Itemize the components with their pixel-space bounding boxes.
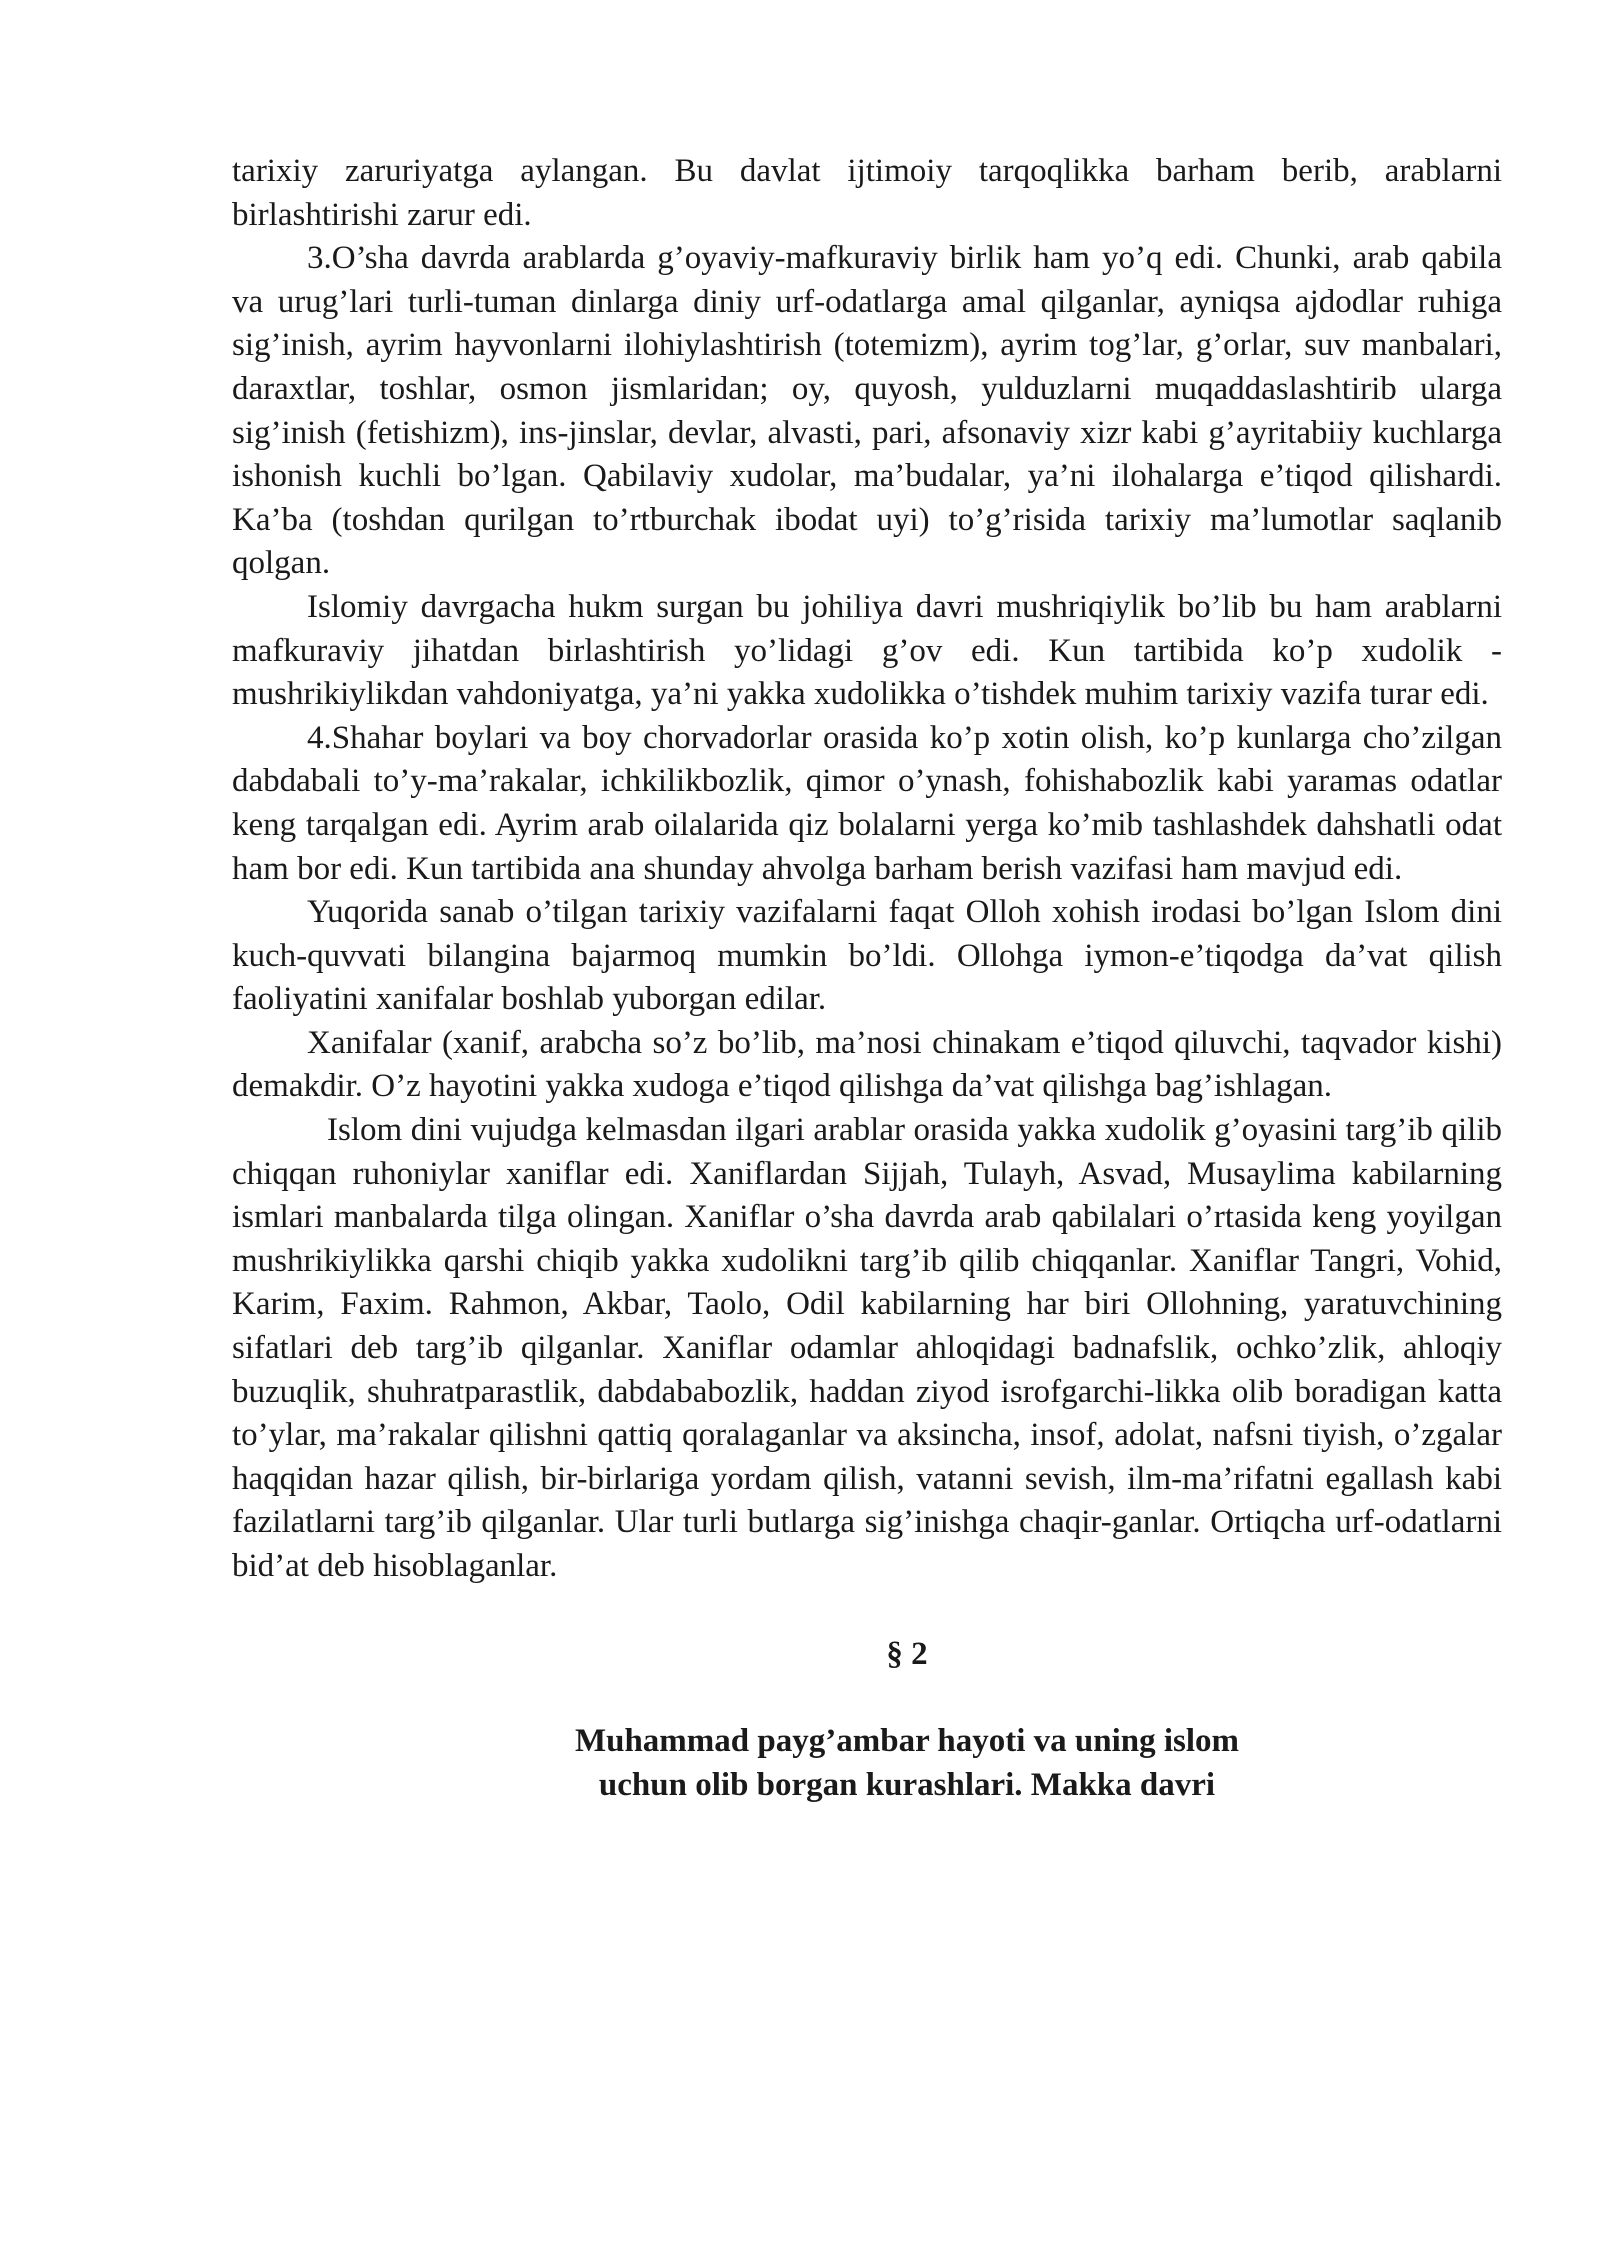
chapter-title-line-1: Muhammad payg’ambar hayoti va uning islom <box>574 1723 1240 1760</box>
paragraph-polytheism: Islomiy davrgacha hukm surgan bu johiliya davri mushriqiylik bo’lib bu ham arablarni mafkuraviy jihatdan birlashtirish yo’lidagi g’ov edi. Kun tartibida ko’p xudolik - mushrikiylikdan vahdoniyatga, ya’ni yakka xudolikka o’tishdek muhim tarixiy vazifa turar edi. <box>232 588 1502 713</box>
paragraph-ideological-unity: 3.O’sha davrda arablarda g’oyaviy-mafkuraviy birlik ham yo’q edi. Chunki, arab qabila va urug’lari turli-tuman dinlarga diniy urf-odatlarga amal qilganlar, ayniqsa ajdodlar ruhiga sig’inish, ayrim hayvonlarni ilohiylashtirish (totemizm), ayrim tog’lar, g’orlar, suv manbalari, daraxtlar, toshlar, osmon jismlaridan; oy, quyosh, yulduzlarni muqaddaslashtirib ularga sig’inish (fetishizm), ins-jinslar, devlar, alvasti, pari, afsonaviy xizr kabi g’ayritabiiy kuchlarga ishonish kuchli bo’lgan. Qabilaviy xudolar, ma’budalar, ya’ni ilohalarga e’tiqod qilishardi. Ka’ba (toshdan qurilgan to’rtburchak ibodat uyi) to’g’risida tarixiy ma’lumotlar saqlanib qolgan. <box>232 240 1502 582</box>
chapter-title <box>232 1720 1502 1807</box>
paragraph-customs: 4.Shahar boylari va boy chorvadorlar orasida ko’p xotin olish, ko’p kunlarga cho’zilgan dabdabali to’y-ma’rakalar, ichkilikbozlik, qimor o’ynash, fohishabozlik kabi yaramas odatlar keng tarqalgan edi. Ayrim arab oilalarida qiz bolalarni yerga ko’mib tashlashdek dahshatli odat ham bor edi. Kun tartibida ana shunday ahvolga barham berish vazifasi ham mavjud edi. <box>232 719 1502 887</box>
paragraph-historical-tasks: Yuqorida sanab o’tilgan tarixiy vazifalarni faqat Olloh xohish irodasi bo’lgan Islom dini kuch-quvvati bilangina bajarmoq mumkin bo’ldi. Ollohga iymon-e’tiqodga da’vat qilish faoliyatini xanifalar boshlab yuborgan edilar. <box>232 894 1502 1018</box>
paragraph-xanifalar: Xanifalar (xanif, arabcha so’z bo’lib, ma’nosi chinakam e’tiqod qiluvchi, taqvador kishi) demakdir. O’z hayotini yakka xudoga e’tiqod qilishga da’vat qilishga bag’ishlagan. <box>232 1024 1502 1105</box>
paragraph-continuation: tarixiy zaruriyatga aylangan. Bu davlat ijtimoiy tarqoqlikka barham berib, arablarni birlashtirishi zarur edi. <box>232 153 1502 233</box>
paragraph-xaniflar: Islom dini vujudga kelmasdan ilgari arablar orasida yakka xudolik g’oyasini targ’ib qilib chiqqan ruhoniylar xaniflar edi. Xaniflardan Sijjah, Tulayh, Asvad, Musaylima kabilarning ismlari manbalarda tilga olingan. Xaniflar o’sha davrda arab qabilalari o’rtasida keng yoyilgan mushrikiylikka qarshi chiqib yakka xudolikni targ’ib qilib chiqqanlar. Xaniflar Tangri, Vohid, Karim, Faxim. Rahmon, Akbar, Taolo, Odil kabilarning har biri Ollohning, yaratuvchining sifatlari deb targ’ib qilganlar. Xaniflar odamlar ahloqidagi badnafslik, ochko’zlik, ahloqiy buzuqlik, shuhratparastlik, dabdababozlik, haddan ziyod isrofgarchi-likka olib boradigan katta to’ylar, ma’rakalar qilishni qattiq qoralaganlar va aksincha, insof, adolat, nafsni tiyish, o’zgalar haqqidan hazar qilish, bir-birlariga yordam qilish, vatanni sevish, ilm-ma’rifatni egallash kabi fazilatlarni targ’ib qilganlar. Ular turli butlarga sig’inishga chaqir-ganlar. Ortiqcha urf-odatlarni bid’at deb hisoblaganlar. <box>232 1112 1502 1584</box>
section-number: § 2 <box>886 1635 928 1672</box>
document-page <box>232 150 1502 1807</box>
chapter-title-line-2: uchun olib borgan kurashlari. Makka davri <box>598 1766 1216 1803</box>
